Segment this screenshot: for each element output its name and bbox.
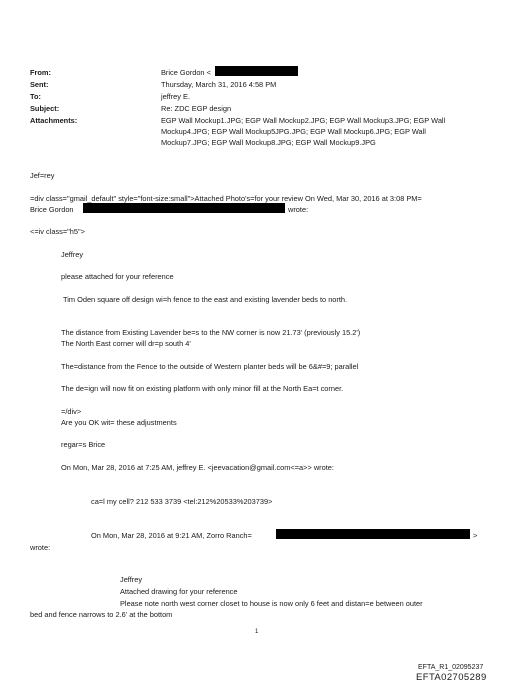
salutation: Jeffrey [120, 575, 143, 584]
redaction-box [83, 203, 285, 213]
attachments-line: EGP Wall Mockup1.JPG; EGP Wall Mockup2.JPG; EGP Wall Mockup3.JPG; EGP Wall [161, 116, 446, 125]
body-line: please attached for your reference [61, 272, 174, 281]
body-line: =/div> [61, 407, 82, 416]
div-line: =div class="gmail_default" style="font-size:small">Attached Photo's=for your review On Wed, Mar 30, 2016 at 3:08 PM= [30, 194, 422, 203]
attachments-label: Attachments: [30, 116, 78, 125]
subject-label: Subject: [30, 104, 60, 113]
wrote-label: wrote: [30, 543, 51, 552]
div-h5-line: <=iv class="h5"> [30, 227, 85, 236]
salutation: Jeffrey [61, 250, 84, 259]
redaction-box [215, 66, 298, 76]
body-line: The North East corner will dr=p south 4' [61, 339, 191, 348]
greeting: Jef=rey [30, 171, 55, 180]
body-line: The=distance from the Fence to the outside of Western planter beds will be 6&#=9; parallel [61, 362, 359, 371]
body-line: Are you OK wit= these adjustments [61, 418, 177, 427]
signoff: regar=s Brice [61, 440, 106, 449]
from-label: From: [30, 68, 51, 77]
footer-ref-big: EFTA02705289 [416, 672, 487, 683]
page-number: 1 [255, 629, 259, 635]
body-line: ca=l my cell? 212 533 3739 <tel:212%20533%203739> [91, 497, 273, 506]
body-line: The distance from Existing Lavender be=s to the NW corner is now 21.73' (previously 15.2') [61, 328, 361, 337]
quoted-header: On Mon, Mar 28, 2016 at 9:21 AM, Zorro Ranch= [91, 531, 252, 540]
quoted-header: On Mon, Mar 28, 2016 at 7:25 AM, jeffrey E. <jeevacation@gmail.com<=a>> wrote: [61, 463, 334, 472]
body-line: Please note north west corner closet to house is now only 6 feet and distan=e between outer [120, 599, 423, 608]
sent-value: Thursday, March 31, 2016 4:58 PM [161, 80, 277, 89]
redaction-box [276, 529, 470, 539]
body-line: The de=ign will now fit on existing platform with only minor fill at the North Ea=t corner. [61, 384, 344, 393]
to-label: To: [30, 92, 41, 101]
to-value: jeffrey E. [161, 92, 191, 101]
wrote-label: wrote: [288, 205, 309, 214]
body-line: Tim Oden square off design wi=h fence to the east and existing lavender beds to north. [63, 295, 348, 304]
attachments-line: Mockup4.JPG; EGP Wall Mockup5JPG.JPG; EGP Wall Mockup6.JPG; EGP Wall [161, 127, 426, 136]
attachments-line: Mockup7.JPG; EGP Wall Mockup8.JPG; EGP Wall Mockup9.JPG [161, 138, 376, 147]
subject-value: Re: ZDC EGP design [161, 104, 232, 113]
body-line: Attached drawing for your reference [120, 587, 238, 596]
sender-name: Brice Gordon [30, 205, 74, 214]
footer-ref-small: EFTA_R1_02095237 [418, 664, 484, 671]
body-line: bed and fence narrows to 2.6' at the bottom [30, 610, 173, 619]
quoted-header-end: > [473, 531, 478, 540]
sent-label: Sent: [30, 80, 49, 89]
from-value: Brice Gordon < [161, 68, 211, 77]
